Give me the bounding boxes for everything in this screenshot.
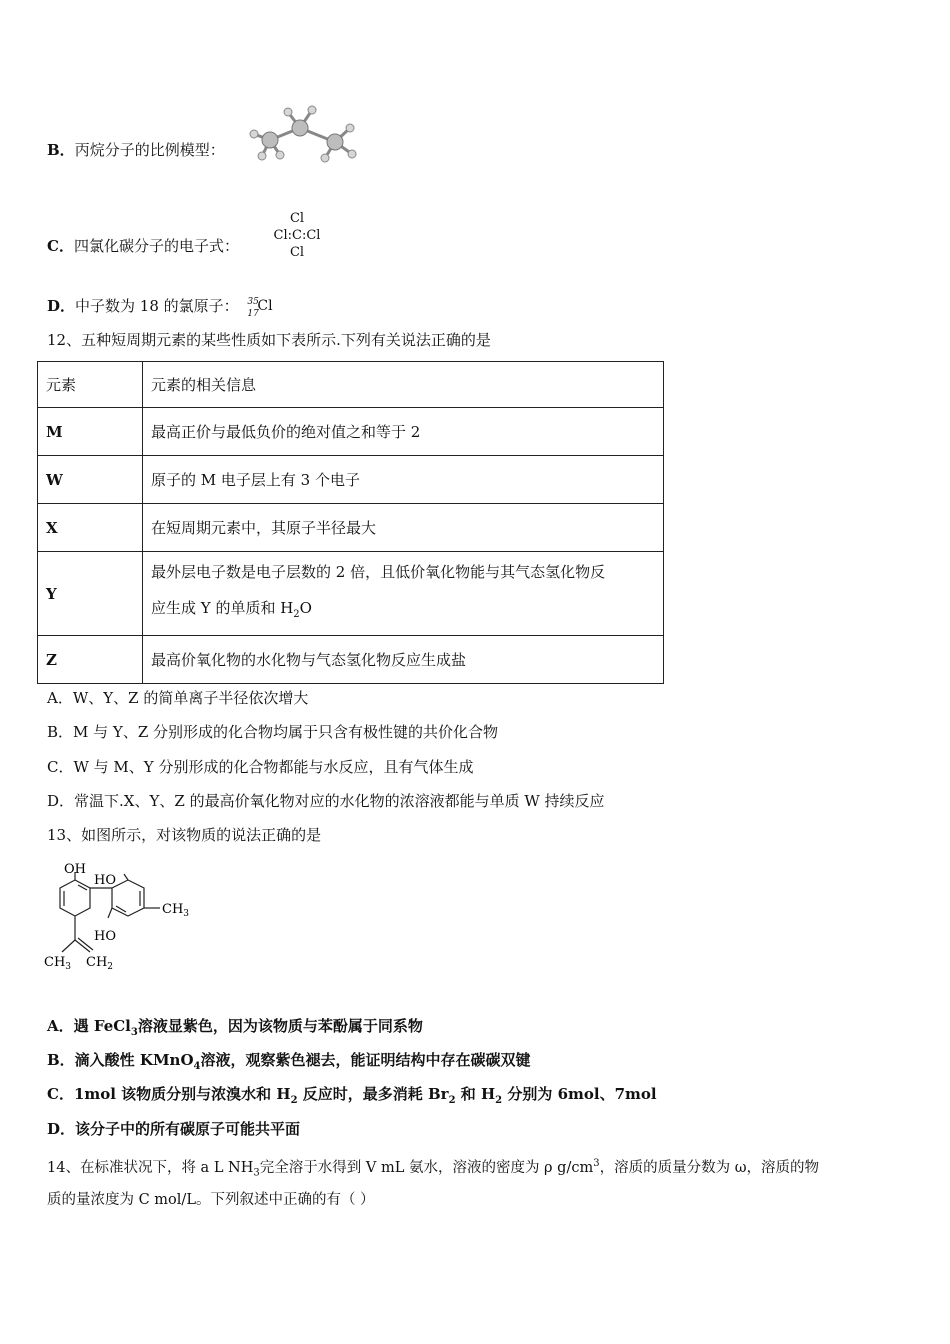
q12-option-a: A．W、Y、Z 的简单离子半径依次增大	[47, 689, 309, 707]
q13-option-b: B．滴入酸性 KMnO$_4$溶液，观察紫色褪去，能证明结构中存在碳碳双键	[47, 1051, 531, 1072]
svg-text:HO: HO	[94, 929, 116, 944]
header-info: 元素的相关信息	[143, 362, 664, 408]
element-info-table	[37, 361, 664, 684]
table-row: W 原子的 M 电子层上有 3 个电子	[38, 456, 664, 504]
q13-option-a: A．遇 FeCl$_3$溶液显紫色，因为该物质与苯酚属于同系物	[47, 1017, 423, 1038]
table-header-row	[38, 362, 664, 408]
q12-stem: 12、五种短周期元素的某些性质如下表所示.下列有关说法正确的是	[47, 331, 491, 349]
header-element: 元素	[38, 362, 143, 408]
q13-option-d: D．该分子中的所有碳原子可能共平面	[47, 1120, 301, 1138]
ccl4-electron-formula: Cl Cl:C:Cl Cl	[273, 211, 321, 260]
q12-option-c: C．W 与 M、Y 分别形成的化合物都能与水反应，且有气体生成	[47, 758, 474, 776]
q11-option-c: C．四氯化碳分子的电子式：	[47, 237, 239, 255]
q14-stem-line2: 质的量浓度为 C mol/L。下列叙述中正确的有（ ）	[47, 1192, 375, 1208]
chlorine-isotope-notation: 35 17 Cl	[247, 297, 273, 319]
table-row: M 最高正价与最低负价的绝对值之和等于 2	[38, 408, 664, 456]
q11-option-d: D．中子数为 18 的氯原子： 35 17 Cl	[47, 297, 273, 319]
svg-text:CH2: $CH_2$	[86, 955, 114, 972]
q12-option-b: B．M 与 Y、Z 分别形成的化合物均属于只含有极性键的共价化合物	[47, 723, 499, 741]
svg-text:CH3: $CH_3$	[162, 902, 190, 919]
svg-text:HO: HO	[94, 873, 116, 888]
q14-stem-line1: 14、在标准状况下，将 a L $NH_3$完全溶于水得到 V mL 氨水，溶液的密度为 ρ $g/cm^3$，溶质的质量分数为 ω，溶质的物	[47, 1158, 820, 1179]
svg-text:CH3: $CH_3$	[44, 955, 72, 972]
table-row: Y 最外层电子数是电子层数的 2 倍，且低价氧化物能与其气态氢化物反 应生成 Y 的单质和 $H_2O$	[38, 552, 664, 636]
q13-option-c: C．1mol 该物质分别与浓溴水和 $H_2$ 反应时，最多消耗 $Br_2$ 和 $H_2$ 分别为 6mol、7mol	[47, 1085, 657, 1106]
q12-option-d: D．常温下.X、Y、Z 的最高价氧化物对应的水化物的浓溶液都能与单质 W 持续反应	[47, 792, 605, 810]
svg-text:OH: OH	[64, 862, 86, 877]
q13-stem: 13、如图所示，对该物质的说法正确的是	[47, 826, 322, 844]
propane-ball-model-image	[240, 100, 360, 170]
table-row: Z 最高价氧化物的水化物与气态氢化物反应生成盐	[38, 636, 664, 684]
q11-option-b: B．丙烷分子的比例模型：	[47, 141, 225, 159]
organic-structure-diagram	[40, 860, 220, 1000]
table-row: X 在短周期元素中，其原子半径最大	[38, 504, 664, 552]
